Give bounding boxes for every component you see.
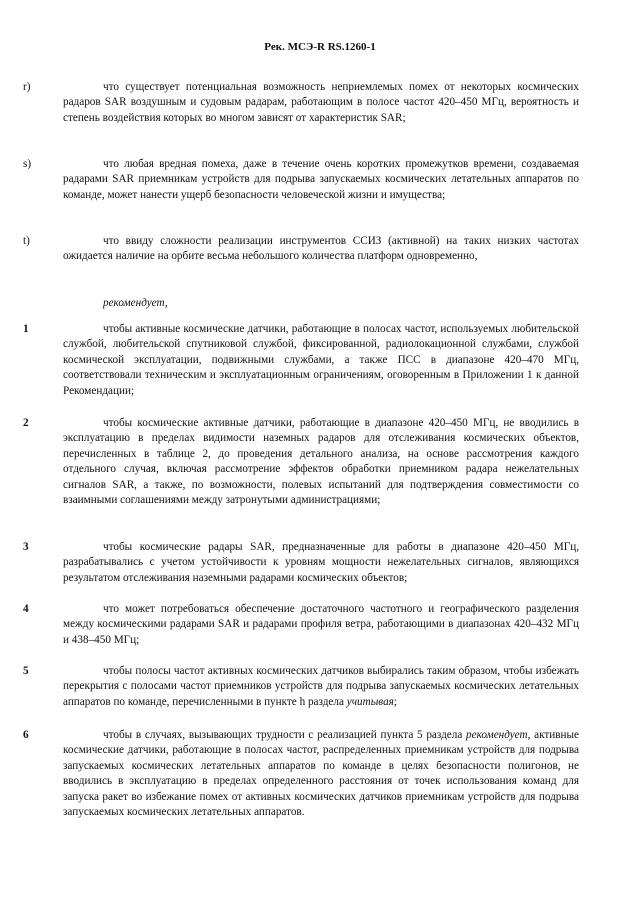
item-text: чтобы космические активные датчики, работающие в диапазоне 420–450 МГц, не вводились в эксплуатацию в пределах видимости наземных радаров для отслеживания космических объектов, перечисленных в таблице 2, до проведения детального анализа, на основе рассмотрения каждого отдельного случая, включая рассмотрение эффектов обработки приемником радара нежелательных сигналов SAR, а также, по возможности, полевых испытаний для подтверждения совместимости со взаимными соглашениями между затронутыми администрациями; [63,417,579,507]
recommend-item-6 [23,728,579,820]
item-label: t) [23,235,30,247]
item-text: что любая вредная помеха, даже в течение очень коротких промежутков времени, создаваемая радарами SAR приемникам устройств для подрыва запускаемых космических летательных аппаратов по команде, может нанести ущерб безопасности человеческой жизни и имущества; [63,158,579,201]
item-label: r) [23,81,31,93]
item-text-before: чтобы в случаях, вызывающих трудности с реализацией пункта 5 раздела [103,729,467,741]
item-text: что может потребоваться обеспечение достаточного частотного и географического разделения между космическими радарами SAR и радарами профиля ветра, работающими в диапазонах 420–432 МГц и 438–450 МГц; [63,603,579,646]
recommend-item-2 [23,416,579,508]
item-text: чтобы космические радары SAR, предназначенные для работы в диапазоне 420–450 МГц, разрабатывались с учетом устойчивости к уровням мощности нежелательных сигналов, являющихся результатом отслеживания наземными радарами космических объектов; [63,541,579,584]
recommend-item-5 [23,664,579,710]
item-text: что ввиду сложности реализации инструментов ССИЗ (активной) на таких низких частотах ожидается наличие на орбите весьма небольшого количества платформ одновременно, [63,235,579,263]
item-number: 6 [23,729,29,741]
item-text-after: ; [393,695,397,708]
recommend-item-4 [23,602,579,648]
item-text: что существует потенциальная возможность неприемлемых помех от некоторых космических радаров SAR воздушным и судовым радарам, работающим в полосе частот 420–450 МГц, вероятность и степень воздействия которых во многом зависят от характеристик SAR; [63,81,579,124]
item-text-italic: учитывая [346,695,394,708]
page-header: Рек. МСЭ-R RS.1260-1 [264,41,376,53]
item-text: чтобы активные космические датчики, работающие в полосах частот, используемых любительской службой, любительской спутниковой службой, фиксированной, радиолокационной службами, службой космической эксплуатации, подвижными службами, а также ПСС в диапазоне 420–470 МГц, соответствовали техническим и эксплуатационным ограничениям, оговоренным в Приложении 1 к данной Рекомендации; [63,323,579,397]
recommend-item-1 [23,322,579,399]
item-text-before: чтобы полосы частот активных космических датчиков выбирались таким образом, чтобы избежать перекрытия с полосами частот приемников устройств для подрыва запускаемых космических летательных аппаратов по команде, перечисленными в пункте h раздела [63,665,579,708]
item-number: 1 [23,323,29,335]
item-label: s) [23,158,32,170]
item-text-italic: рекомендует [466,729,528,741]
considering-item-r [23,80,579,126]
item-number: 4 [23,603,29,615]
item-number: 5 [23,665,29,677]
recommends-heading: рекомендует, [103,297,168,309]
considering-item-t [23,234,579,265]
recommend-item-3 [23,540,579,586]
item-number: 3 [23,541,29,553]
considering-item-s [23,157,579,203]
item-number: 2 [23,417,29,429]
item-text-after: , активные космические датчики, работающие в полосах частот, распределенных приемникам устройств для подрыва запускаемых космических летательных аппаратов по команде в целях безопасности полигонов, не вводились в эксплуатацию в пределах определенного расстояния от точек использования команд для запуска ракет во избежание помех от активных космических датчиков приемникам устройств для подрыва запускаемых космических летательных аппаратов. [63,729,579,819]
